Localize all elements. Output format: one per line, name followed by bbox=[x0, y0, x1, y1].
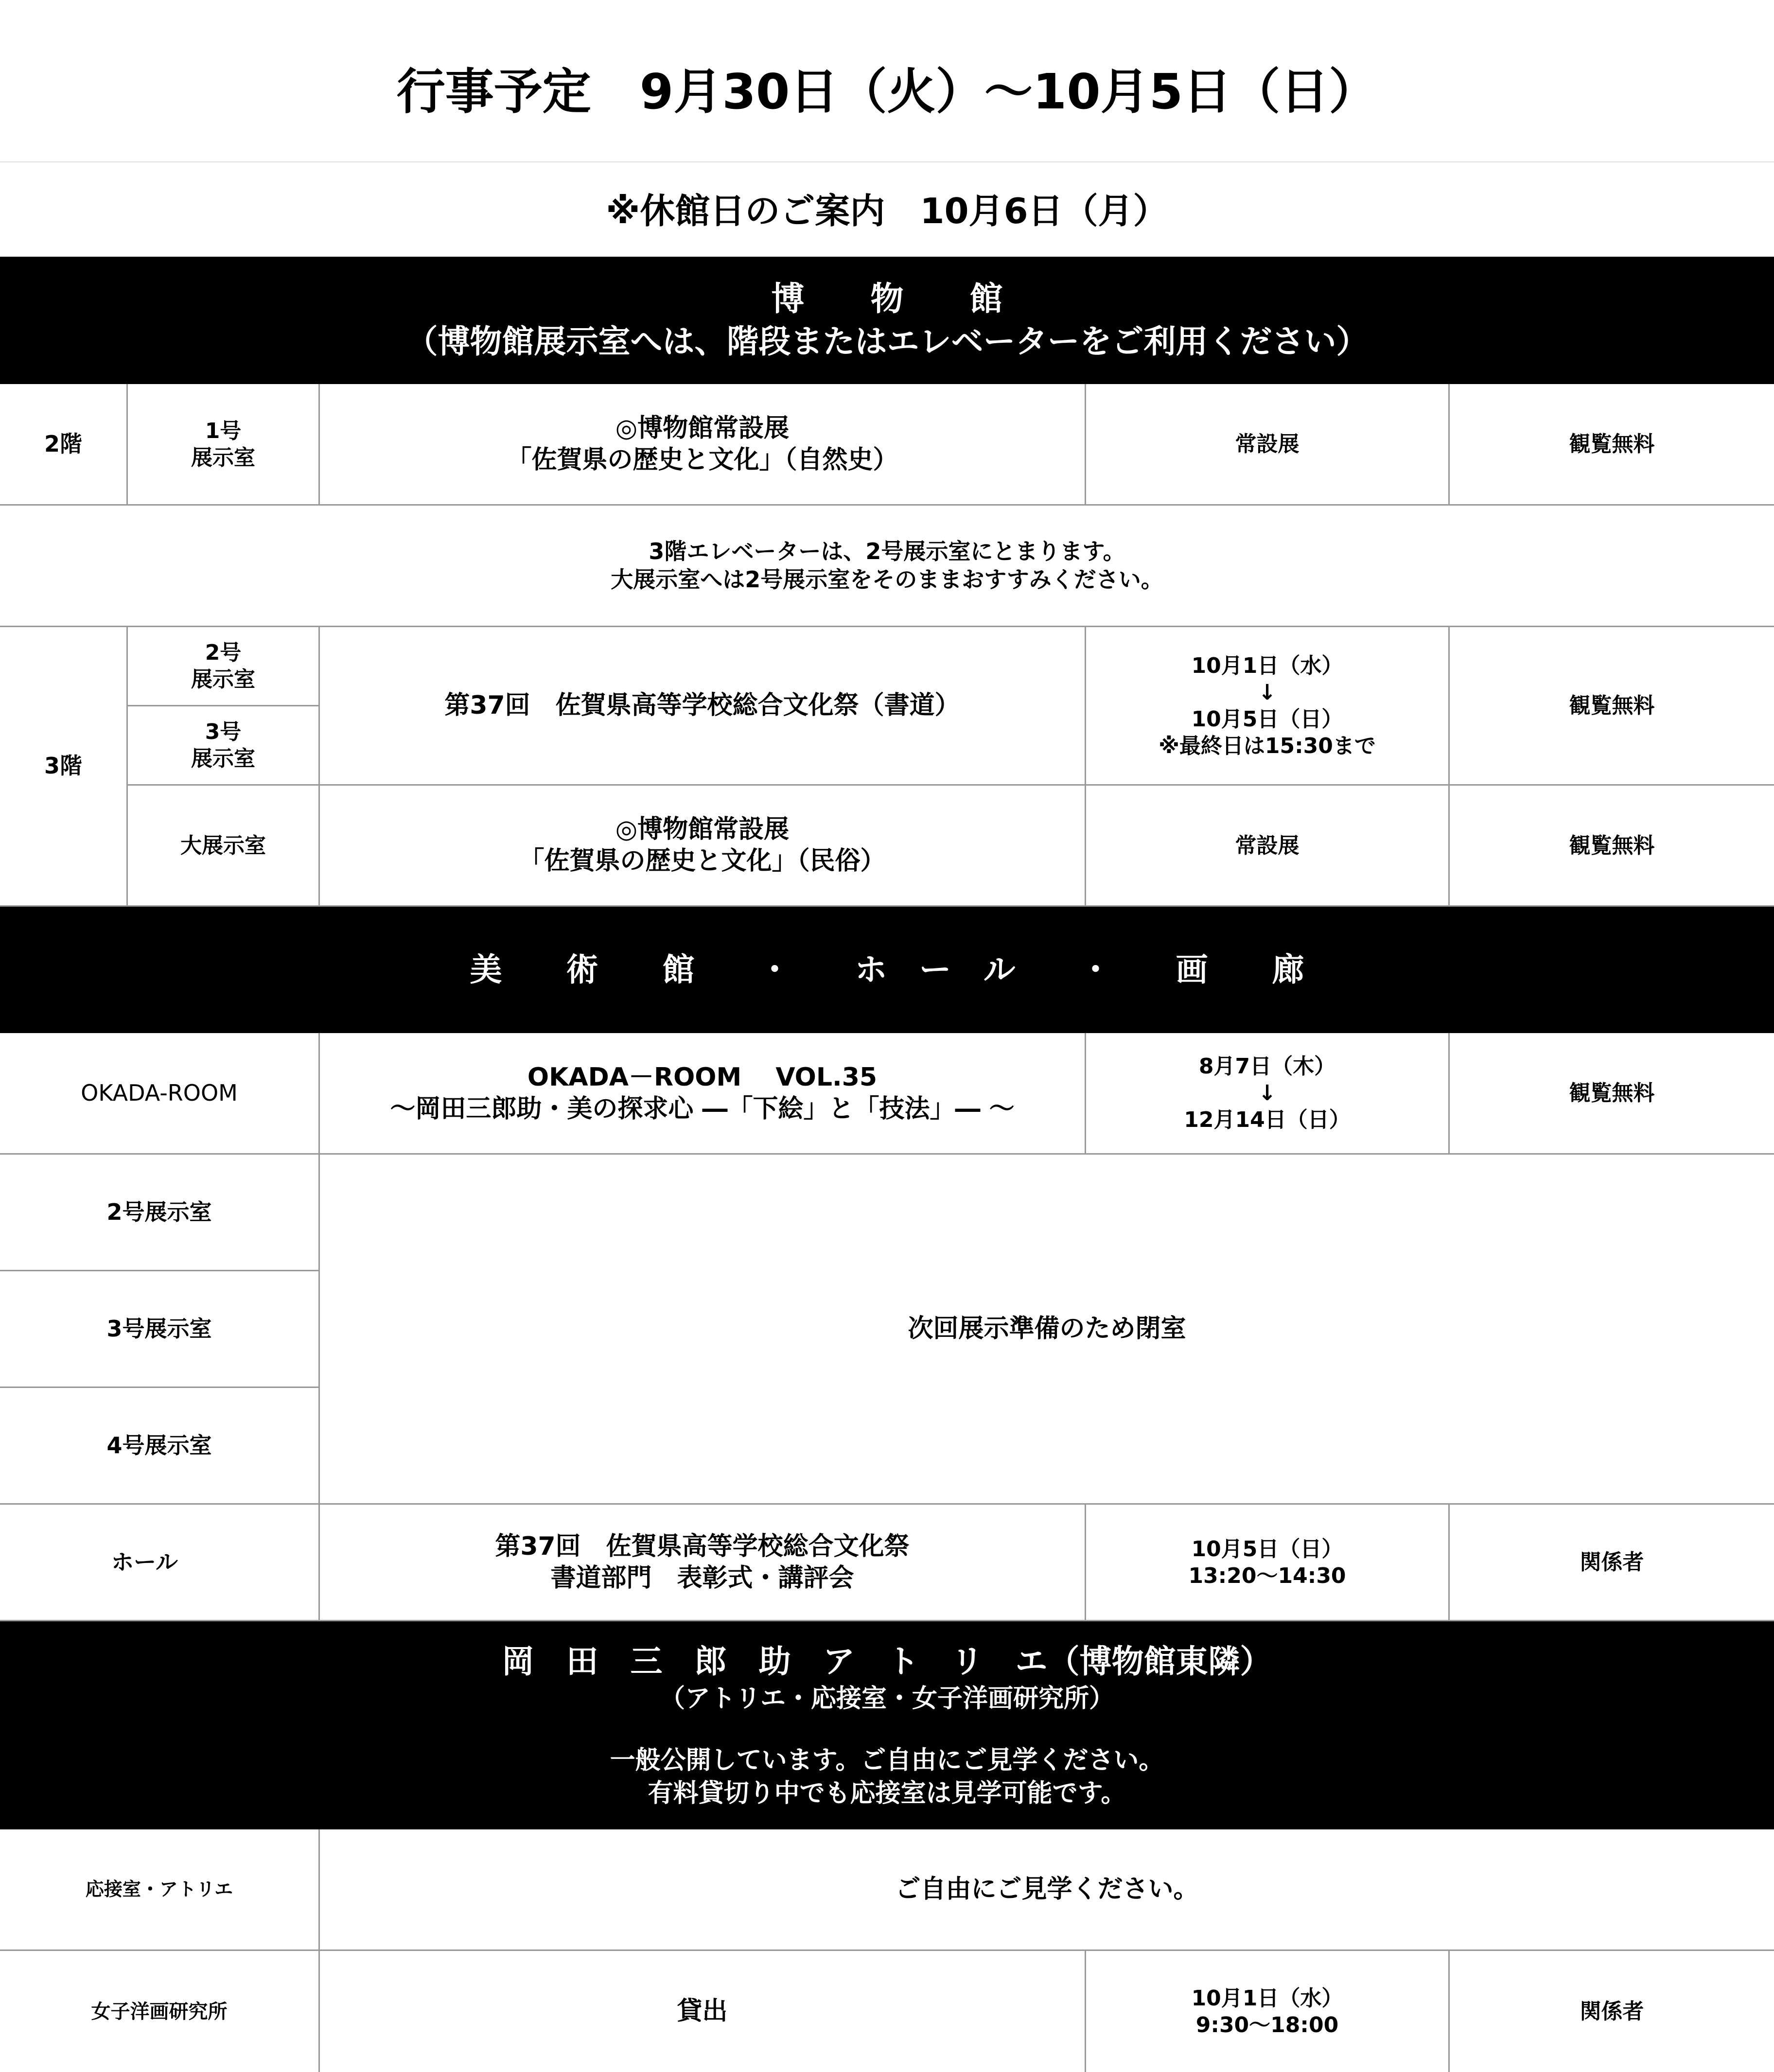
closed-day-notice: ※休館日のご案内 10月6日（月） bbox=[606, 190, 1168, 231]
okada-room-fee: 観覧無料 bbox=[1450, 1033, 1774, 1155]
big-room-fee: 観覧無料 bbox=[1450, 786, 1774, 907]
room-3-label: 3号 展示室 bbox=[128, 706, 320, 786]
hall-event: 第37回 佐賀県高等学校総合文化祭 書道部門 表彰式・講評会 bbox=[320, 1505, 1086, 1621]
museum-heading-note: （博物館展示室へは、階段またはエレベーターをご利用ください） bbox=[405, 323, 1369, 361]
floor-2-label: 2階 bbox=[0, 384, 128, 506]
room-1-label: 1号 展示室 bbox=[128, 384, 320, 506]
hall-label: ホール bbox=[0, 1505, 320, 1621]
hall-fee: 関係者 bbox=[1450, 1505, 1774, 1621]
gallery-2-label: 2号展示室 bbox=[0, 1155, 320, 1271]
institute-event: 貸出 bbox=[320, 1951, 1086, 2072]
reception-note: ご自由にご見学ください。 bbox=[320, 1829, 1774, 1951]
institute-period: 10月1日（水） 9:30～18:00 bbox=[1086, 1951, 1450, 2072]
elevator-note: 3階エレベーターは、2号展示室にとまります。 大展示室へは2号展示室をそのままおすすみください。 bbox=[0, 506, 1774, 627]
floor-3-fee: 観覧無料 bbox=[1450, 627, 1774, 786]
institute-fee: 関係者 bbox=[1580, 1999, 1644, 2024]
floor-3-label: 3階 bbox=[0, 627, 128, 907]
page-title: 行事予定 9月30日（火）～10月5日（日） bbox=[396, 63, 1378, 120]
closed-notice: 次回展示準備のため閉室 bbox=[320, 1155, 1774, 1505]
floor-2-fee: 観覧無料 bbox=[1450, 384, 1774, 506]
floor-2-period: 常設展 bbox=[1086, 384, 1450, 506]
okada-room-label: OKADA-ROOM bbox=[0, 1033, 320, 1155]
gallery-3-label: 3号展示室 bbox=[0, 1271, 320, 1388]
museum-heading-title: 博 物 館 bbox=[771, 280, 1003, 318]
floor-2-exhibit: ◎博物館常設展 「佐賀県の歴史と文化」（自然史） bbox=[320, 384, 1086, 506]
floor-3-period: 10月1日（水） ↓ 10月5日（日） ※最終日は15:30まで bbox=[1086, 627, 1450, 786]
okada-room-period: 8月7日（木） ↓ 12月14日（日） bbox=[1086, 1033, 1450, 1155]
atelier-heading-sub: （アトリエ・応接室・女子洋画研究所） bbox=[660, 1684, 1114, 1713]
reception-label: 応接室・アトリエ bbox=[0, 1829, 320, 1951]
big-room-label: 大展示室 bbox=[128, 786, 320, 907]
big-room-exhibit: ◎博物館常設展 「佐賀県の歴史と文化」（民俗） bbox=[320, 786, 1086, 907]
room-2-label: 2号 展示室 bbox=[128, 627, 320, 706]
atelier-heading-note: 一般公開しています。ご自由にご見学ください。 有料貸切り中でも応接室は見学可能です。 bbox=[610, 1746, 1164, 1808]
big-room-period: 常設展 bbox=[1086, 786, 1450, 907]
institute-label: 女子洋画研究所 bbox=[0, 1951, 320, 2072]
atelier-heading bbox=[0, 1621, 1774, 1829]
art-heading: 美 術 館 ・ ホ ー ル ・ 画 廊 bbox=[0, 907, 1774, 1033]
hall-period: 10月5日（日） 13:20～14:30 bbox=[1086, 1505, 1450, 1621]
okada-room-exhibit: OKADA－ROOM VOL.35 ～岡田三郎助・美の探求心 ―「下絵」と「技法」― ～ bbox=[320, 1033, 1086, 1155]
museum-heading bbox=[0, 257, 1774, 384]
gallery-4-label: 4号展示室 bbox=[0, 1388, 320, 1505]
floor-3-exhibit: 第37回 佐賀県高等学校総合文化祭（書道） bbox=[320, 627, 1086, 786]
atelier-heading-title: 岡 田 三 郎 助 ア ト リ エ（博物館東隣） bbox=[502, 1642, 1272, 1680]
